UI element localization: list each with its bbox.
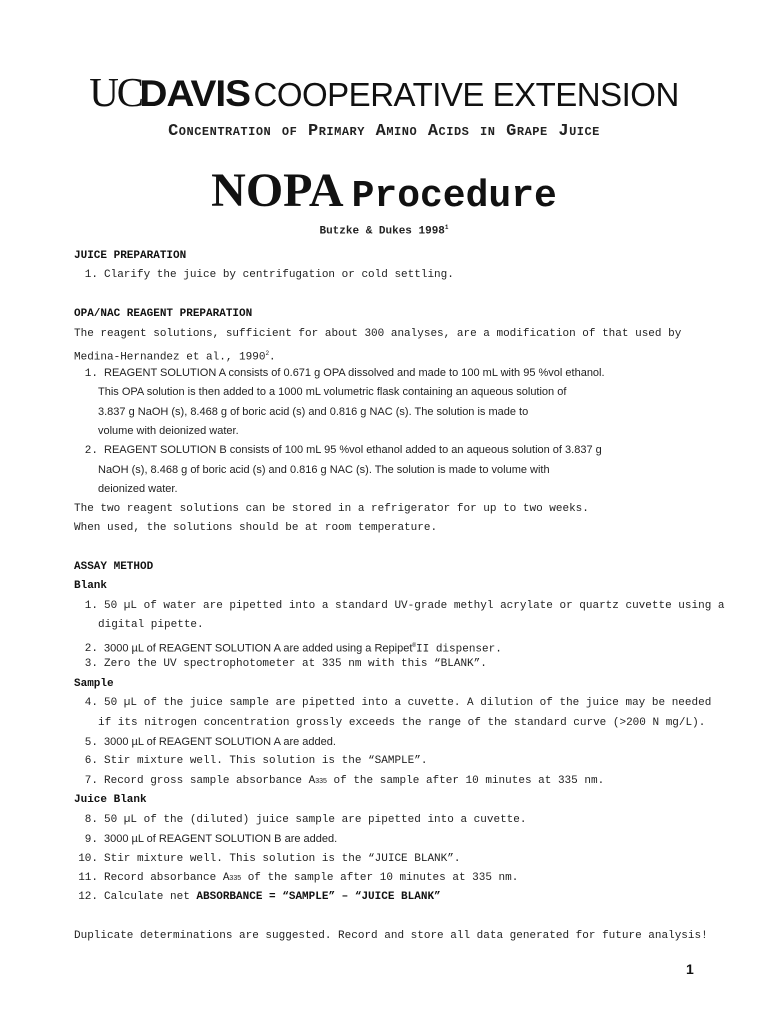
section-heading-reagent-preparation: OPA/NAC REAGENT PREPARATION [74,308,253,321]
item-text: deionized water. [98,483,178,496]
item-text-end: II dispenser. [416,643,502,656]
subheading-juice-blank: Juice Blank [74,794,147,807]
item-text: Record gross sample absorbance A [104,774,316,787]
list-item [74,636,704,655]
list-item-continuation [74,461,704,480]
subscript-335: 335 [315,777,327,785]
item-text: Clarify the juice by centrifugation or cold settling. [104,269,454,282]
storage-note-line-2: When used, the solutions should be at room temperature. [74,522,438,535]
footer-note: Duplicate determinations are suggested. Record and store all data generated for future analysis! [74,930,708,943]
blank-line [74,286,704,305]
list-item-continuation [74,616,704,635]
reagent-intro-line-1: The reagent solutions, sufficient for about 300 analyses, are a modification of that used by [74,327,682,340]
citation-footnote-mark: 1 [444,224,449,231]
item-text: 50 µL of the (diluted) juice sample are pipetted into a cuvette. [104,813,527,826]
header-logo [0,68,768,116]
blank-line [74,908,704,927]
item-text: This OPA solution is then added to a 1000 mL volumetric flask containing an aqueous solution of [98,386,567,399]
item-text-end: of the sample after 10 minutes at 335 nm. [241,872,519,884]
reagent-footnote-mark: 2 [265,350,270,358]
item-text: 3000 µL of REAGENT SOLUTION A are added. [104,735,336,748]
item-text: Stir mixture well. This solution is the “SAMPLE”. [104,755,428,768]
list-item [74,655,704,674]
item-number: 3. [84,658,98,671]
list-item [74,752,704,771]
item-text: Calculate net [104,891,197,904]
item-text: Zero the UV spectrophotometer at 335 nm with this “BLANK”. [104,658,487,671]
item-text: REAGENT SOLUTION B consists of 100 mL 95 %vol ethanol added to an aqueous solution of 3.837 g [104,444,602,457]
subheading-sample: Sample [74,677,114,690]
item-number: 2. [84,643,98,656]
cooperative-extension-text: COOPERATIVE EXTENSION [253,76,679,113]
title-procedure: Procedure [351,175,557,218]
list-item [74,597,725,616]
section-heading-juice-preparation: JUICE PREPARATION [74,250,187,262]
item-text: 3.837 g NaOH (s), 8.468 g of boric acid (s) and 0.816 g NAC (s). The solution is made to [98,405,529,418]
list-item [74,694,712,713]
list-item [74,888,704,907]
list-item [74,850,704,869]
item-text: REAGENT SOLUTION A consists of 0.671 g OPA dissolved and made to 100 mL with 95 %vol ethanol. [104,366,605,379]
citation-text: Butzke & Dukes 1998 [319,225,445,238]
citation [0,224,768,238]
storage-note-line-1: The two reagent solutions can be stored in a refrigerator for up to two weeks. [74,502,589,515]
document-title [0,163,768,218]
item-text: Record absorbance A [104,872,230,884]
item-text: NaOH (s), 8.468 g of boric acid (s) and 0.816 g NAC (s). The solution is made to volume with [98,463,550,476]
list-item-continuation [74,714,704,733]
registered-mark: ® [412,641,417,649]
item-number: 4. [84,697,98,710]
section-heading-assay-method: ASSAY METHOD [74,561,154,573]
list-item [74,733,704,752]
item-text: 50 µL of water are pipetted into a standard UV-grade methyl acrylate or quartz cuvette using a [104,599,725,612]
item-number: 11. [78,872,98,884]
list-item-continuation [74,422,704,441]
item-number: 6. [84,755,98,768]
item-number: 9. [84,834,98,847]
list-item [74,266,704,285]
item-number: 12. [78,891,98,904]
item-text-end: of the sample after 10 minutes at 335 nm. [326,774,605,787]
davis-logo-text: DAVIS [139,73,251,114]
list-item [74,869,704,888]
item-text: if its nitrogen concentration grossly exceeds the range of the standard curve (>200 N mg/L). [98,716,706,729]
document-body [74,247,725,947]
document-subtitle: Concentration of Primary Amino Acids in Grape Juice [168,122,600,141]
item-number: 5. [84,736,98,749]
item-number: 1. [84,367,98,380]
page-number: 1 [686,961,694,977]
item-text: 50 µL of the juice sample are pipetted into a cuvette. A dilution of the juice may be needed [104,697,712,710]
item-number: 1. [84,269,98,282]
list-item-continuation [74,383,704,402]
title-nopa: NOPA [211,164,344,217]
item-text: 3000 µL of REAGENT SOLUTION A are added using a Repipet [104,642,413,655]
absorbance-formula: ABSORBANCE = “SAMPLE” – “JUICE BLANK” [196,891,441,904]
item-number: 8. [84,813,98,826]
reagent-intro-period: . [269,351,276,364]
uc-logo-text: UC [89,69,143,115]
subheading-blank: Blank [74,580,108,593]
list-item [74,811,704,830]
item-number: 2. [84,445,98,458]
list-item-continuation [74,403,704,422]
list-item-continuation [74,480,704,499]
reagent-intro-text: Medina-Hernandez et al., 1990 [74,351,266,364]
item-text: volume with deionized water. [98,424,239,437]
blank-line [74,539,704,558]
list-item [74,772,704,791]
subscript-335: 335 [229,875,242,882]
item-text: digital pipette. [98,619,204,632]
list-item [74,441,704,460]
item-number: 10. [78,852,98,865]
item-number: 7. [84,774,98,787]
item-number: 1. [84,599,98,612]
list-item [74,364,704,383]
item-text: Stir mixture well. This solution is the “JUICE BLANK”. [104,852,461,865]
list-item [74,830,704,849]
reagent-intro-line-2 [74,344,704,363]
item-text: 3000 µL of REAGENT SOLUTION B are added. [104,833,338,846]
